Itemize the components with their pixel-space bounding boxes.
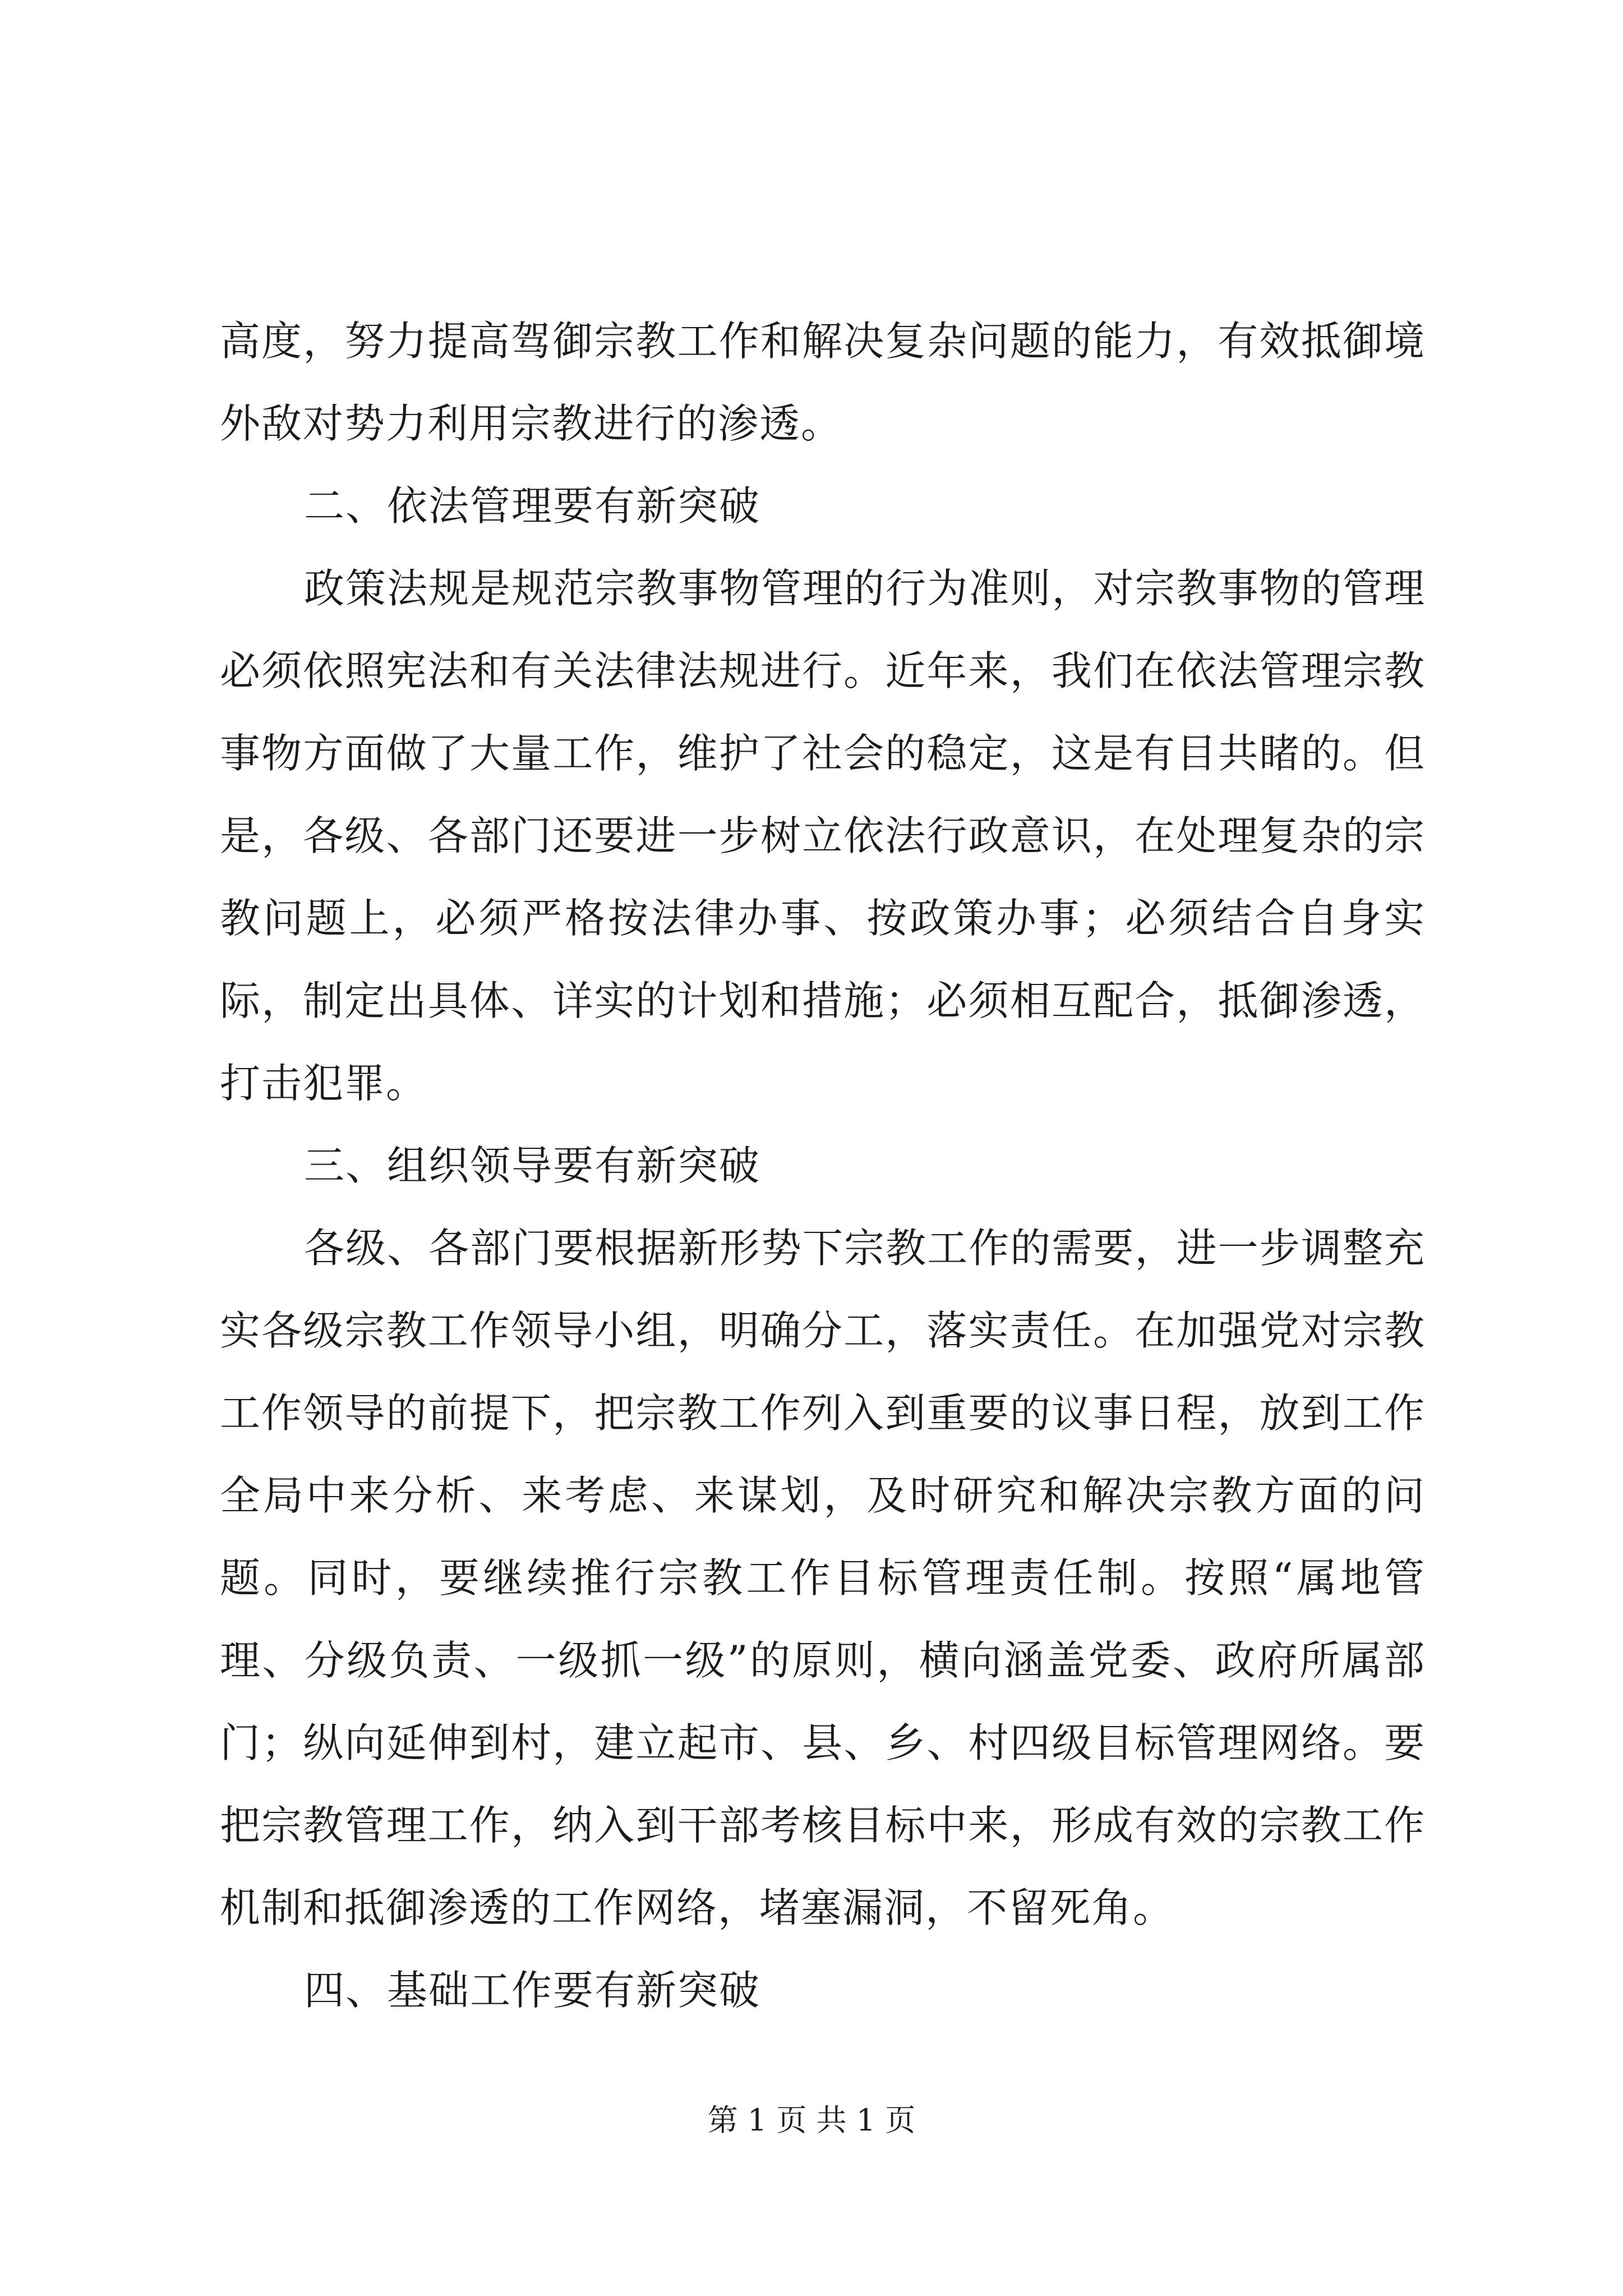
paragraph-continuation: 高度，努力提高驾御宗教工作和解决复杂问题的能力，有效抵御境外敌对势力利用宗教进行的渗透。	[220, 318, 1426, 447]
section-heading-3: 三、组织领导要有新突破	[304, 1142, 761, 1189]
paragraph-organization-leadership: 各级、各部门要根据新形势下宗教工作的需要，进一步调整充实各级宗教工作领导小组，明确分工，落实责任。在加强党对宗教工作领导的前提下，把宗教工作列入到重要的议事日程，放到工作全局中来分析、来考虑、来谋划，及时研究和解决宗教方面的问题。同时，要继续推行宗教工作目标管理责任制。按照“属地管理、分级负责、一级抓一级”的原则，横向涵盖党委、政府所属部门；纵向延伸到村，建立起市、县、乡、村四级目标管理网络。要把宗教管理工作，纳入到干部考核目标中来，形成有效的宗教工作机制和抵御渗透的工作网络，堵塞漏洞，不留死角。	[220, 1225, 1426, 1931]
paragraph-legal-management: 政策法规是规范宗教事物管理的行为准则，对宗教事物的管理必须依照宪法和有关法律法规进行。近年来，我们在依法管理宗教事物方面做了大量工作，维护了社会的稳定，这是有目共睹的。但是，各级、各部门还要进一步树立依法行政意识，在处理复杂的宗教问题上，必须严格按法律办事、按政策办事；必须结合自身实际，制定出具体、详实的计划和措施；必须相互配合，抵御渗透，打击犯罪。	[220, 565, 1426, 1107]
page-footer: 第 1 页 共 1 页	[707, 2102, 916, 2138]
document-body	[220, 300, 1426, 2032]
section-heading-4: 四、基础工作要有新突破	[304, 1967, 761, 2014]
section-heading-2: 二、依法管理要有新突破	[304, 482, 761, 530]
